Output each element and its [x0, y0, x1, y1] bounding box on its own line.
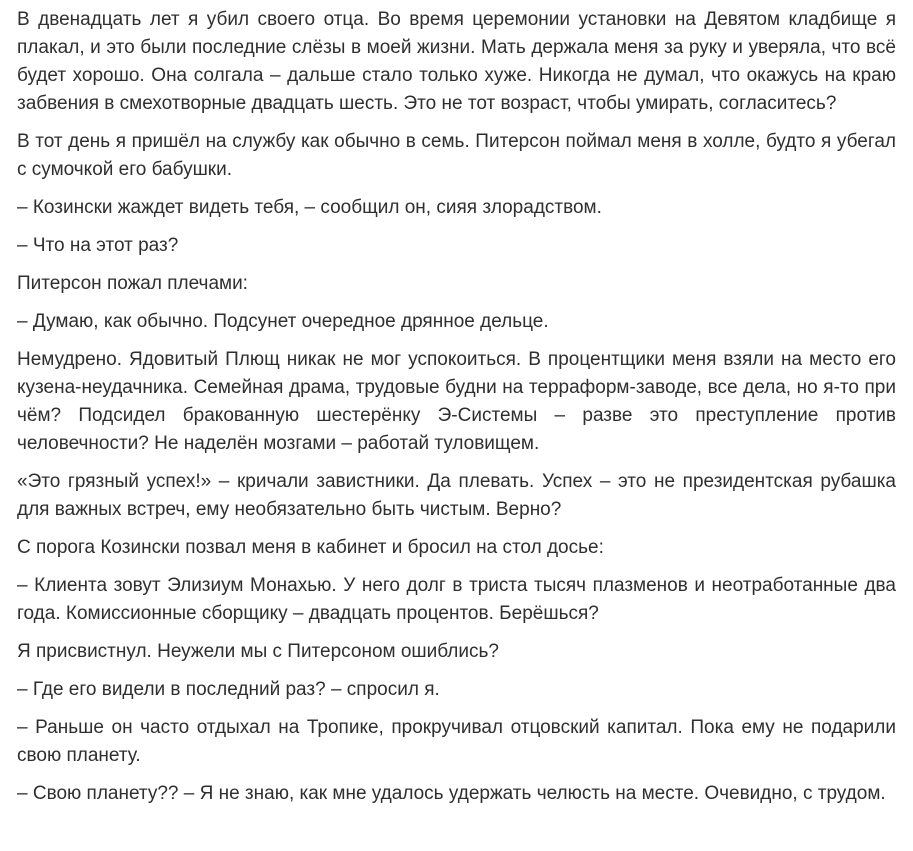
paragraph: – Козински жаждет видеть тебя, – сообщил он, сияя злорадством.: [17, 197, 602, 218]
paragraph: В двенадцать лет я убил своего отца. Во время церемонии установки на Девятом кладбище я плакал, и это были последние слёзы в моей жизни. Мать держала меня за руку и уверяла, что всё будет хорошо. Она солгала – дальше стало только хуже. Никогда не думал, что окажусь на краю забвения в смехотворные двадцать шесть. Это не тот возраст, чтобы умирать, согласитесь?: [17, 9, 896, 114]
paragraph: «Это грязный успех!» – кричали завистники. Да плевать. Успех – это не президентская рубашка для важных встреч, ему необязательно быть чистым. Верно?: [17, 471, 896, 520]
paragraph: – Свою планету?? – Я не знаю, как мне удалось удержать челюсть на месте. Очевидно, с трудом.: [17, 783, 886, 804]
paragraph: – Клиента зовут Элизиум Монахью. У него долг в триста тысяч плазменов и неотработанные два года. Комиссионные сборщику – двадцать процентов. Берёшься?: [17, 575, 896, 624]
paragraph: – Что на этот раз?: [17, 235, 179, 256]
paragraph: В тот день я пришёл на службу как обычно в семь. Питерсон поймал меня в холле, будто я убегал с сумочкой его бабушки.: [17, 131, 896, 180]
paragraph: Я присвистнул. Неужели мы с Питерсоном ошиблись?: [17, 641, 499, 662]
paragraph: Питерсон пожал плечами:: [17, 273, 248, 294]
paragraph: – Думаю, как обычно. Подсунет очередное дрянное дельце.: [17, 311, 549, 332]
paragraph: – Раньше он часто отдыхал на Тропике, прокручивал отцовский капитал. Пока ему не подарили свою планету.: [17, 717, 896, 766]
paragraph: – Где его видели в последний раз? – спросил я.: [17, 679, 440, 700]
paragraph: Немудрено. Ядовитый Плющ никак не мог успокоиться. В процентщики меня взяли на место его кузена-неудачника. Семейная драма, трудовые будни на терраформ-заводе, все дела, но я-то при чём? Подсидел бракованную шестерёнку Э-Системы – разве это преступление против человечности? Не наделён мозгами – работай туловищем.: [17, 349, 896, 454]
paragraph: С порога Козински позвал меня в кабинет и бросил на стол досье:: [17, 537, 604, 558]
